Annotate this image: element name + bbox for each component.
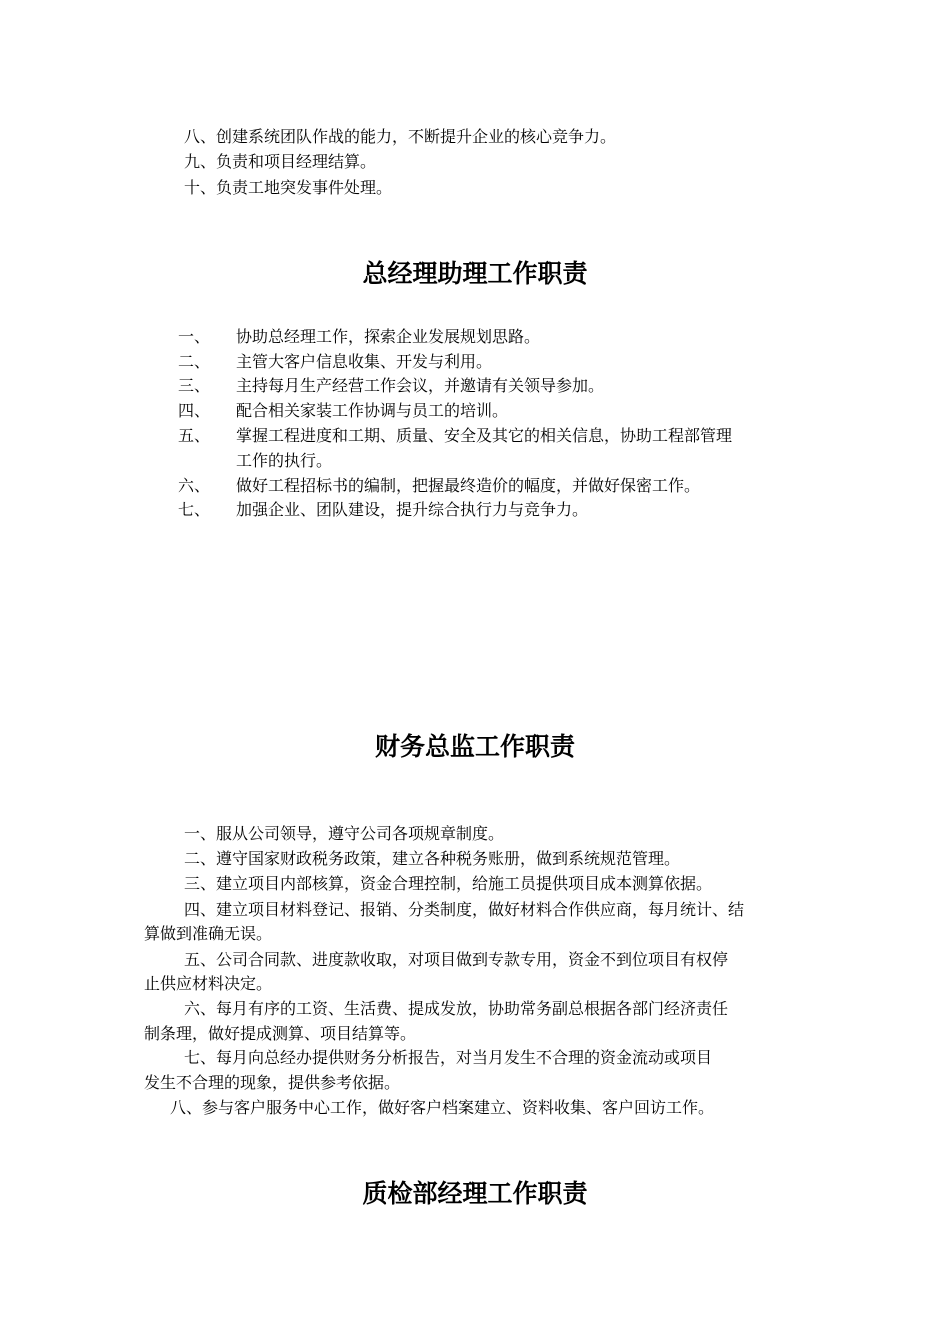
assistant-item-num: 六、	[178, 476, 211, 495]
assistant-item-num: 三、	[178, 376, 211, 395]
section-title-quality: 质检部经理工作职责	[362, 1179, 588, 1208]
finance-line: 二、遵守国家财政税务政策，建立各种税务账册，做到系统规范管理。	[184, 849, 681, 868]
assistant-item-text: 掌握工程进度和工期、质量、安全及其它的相关信息，协助工程部管理	[236, 426, 733, 445]
finance-line-continued: 发生不合理的现象，提供参考依据。	[144, 1073, 401, 1092]
finance-line: 四、建立项目材料登记、报销、分类制度，做好材料合作供应商，每月统计、结	[184, 900, 745, 919]
finance-line: 六、每月有序的工资、生活费、提成发放，协助常务副总根据各部门经济责任	[184, 999, 729, 1018]
finance-line-continued: 算做到准确无误。	[144, 924, 273, 943]
finance-line-continued: 制条理，做好提成测算、项目结算等。	[144, 1024, 417, 1043]
assistant-item-text: 主持每月生产经营工作会议，并邀请有关领导参加。	[236, 376, 605, 395]
finance-line: 三、建立项目内部核算，资金合理控制，给施工员提供项目成本测算依据。	[184, 874, 713, 893]
finance-line: 八、参与客户服务中心工作，做好客户档案建立、资料收集、客户回访工作。	[170, 1098, 715, 1117]
finance-line: 一、服从公司领导，遵守公司各项规章制度。	[184, 824, 505, 843]
intro-item-10: 十、负责工地突发事件处理。	[184, 178, 393, 197]
finance-line-continued: 止供应材料决定。	[144, 974, 273, 993]
finance-line: 五、公司合同款、进度款收取，对项目做到专款专用，资金不到位项目有权停	[184, 950, 729, 969]
intro-item-9: 九、负责和项目经理结算。	[184, 152, 377, 171]
assistant-item-num: 七、	[178, 500, 211, 519]
section-title-finance: 财务总监工作职责	[374, 732, 575, 761]
assistant-item-num: 一、	[178, 327, 211, 346]
assistant-item-num: 五、	[178, 426, 211, 445]
assistant-item-text: 加强企业、团队建设，提升综合执行力与竞争力。	[236, 500, 589, 519]
assistant-item-num: 四、	[178, 401, 211, 420]
intro-item-8: 八、创建系统团队作战的能力，不断提升企业的核心竞争力。	[184, 127, 617, 146]
assistant-item-text: 配合相关家装工作协调与员工的培训。	[236, 401, 509, 420]
assistant-item-num: 二、	[178, 352, 211, 371]
assistant-item-text: 主管大客户信息收集、开发与利用。	[236, 352, 493, 371]
assistant-item-text-continued: 工作的执行。	[236, 451, 333, 470]
assistant-item-text: 协助总经理工作，探索企业发展规划思路。	[236, 327, 541, 346]
section-title-assistant: 总经理助理工作职责	[362, 259, 588, 288]
assistant-item-text: 做好工程招标书的编制，把握最终造价的幅度，并做好保密工作。	[236, 476, 701, 495]
finance-line: 七、每月向总经办提供财务分析报告，对当月发生不合理的资金流动或项目	[184, 1048, 713, 1067]
